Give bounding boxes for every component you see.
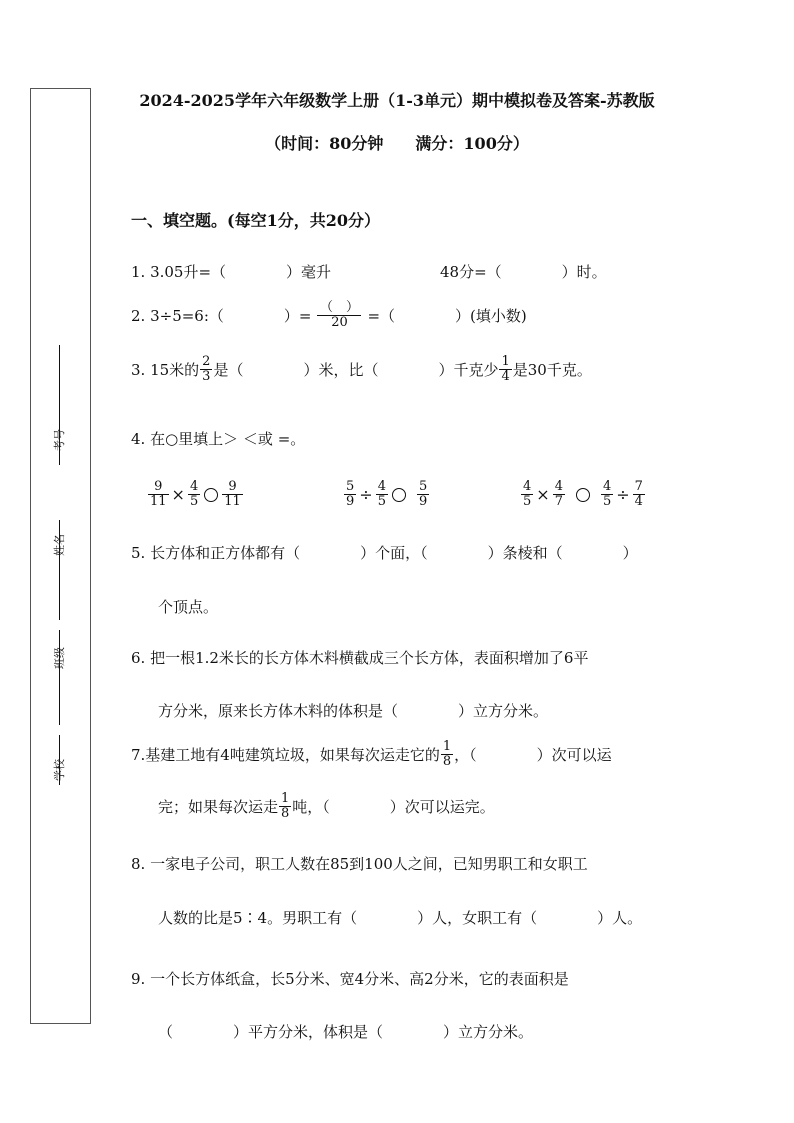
fraction bbox=[200, 355, 212, 384]
name-label: 姓名 bbox=[53, 534, 66, 556]
fraction-denominator: 4 bbox=[501, 369, 510, 384]
operator: × bbox=[536, 485, 550, 504]
operator: × bbox=[171, 485, 185, 504]
fraction-denominator: 4 bbox=[634, 494, 643, 509]
question-5-line-1: 5. 长方体和正方体都有（ ）个面，（ ）条棱和（ ） bbox=[131, 544, 638, 562]
page-title: 2024-2025学年六年级数学上册（1-3单元）期中模拟卷及答案-苏教版 bbox=[139, 91, 655, 110]
fraction-denominator: 9 bbox=[346, 494, 355, 509]
fraction bbox=[344, 480, 356, 509]
fraction-denominator: 20 bbox=[331, 315, 348, 330]
question-1-part-b: 48分=（ ）时。 bbox=[440, 263, 607, 281]
fraction bbox=[441, 740, 453, 769]
question-7-part-a: 7.基建工地有4吨建筑垃圾，如果每次运走它的 bbox=[131, 746, 440, 764]
fraction-numerator: 4 bbox=[554, 479, 563, 494]
fraction-numerator: 1 bbox=[442, 739, 452, 754]
fraction-numerator: 5 bbox=[418, 479, 428, 494]
fraction-numerator: 1 bbox=[281, 791, 290, 806]
fraction-denominator: 8 bbox=[281, 806, 290, 821]
question-9-line-2: （ ）平方分米，体积是（ ）立方分米。 bbox=[158, 1023, 534, 1041]
question-1-part-a: 1. 3.05升=（ ）毫升 bbox=[131, 263, 332, 281]
fraction-denominator: 11 bbox=[224, 494, 241, 509]
question-2-fraction bbox=[317, 301, 361, 330]
question-9-line-1: 9. 一个长方体纸盒，长5分米、宽4分米、高2分米，它的表面积是 bbox=[131, 970, 569, 988]
fraction bbox=[417, 480, 429, 509]
question-3-part-c: 是30千克。 bbox=[512, 361, 592, 379]
class-label: 班级 bbox=[53, 647, 66, 669]
fraction-denominator: 3 bbox=[202, 369, 211, 384]
fraction bbox=[499, 355, 511, 384]
question-6-line-1: 6. 把一根1.2米长的长方体木料横截成三个长方体，表面积增加了6平 bbox=[131, 649, 589, 667]
question-2-part-b: =（ ）(填小数) bbox=[367, 307, 527, 325]
exam-number-label: 考号 bbox=[53, 429, 66, 451]
school-label: 学校 bbox=[53, 759, 66, 781]
fraction-numerator: 1 bbox=[501, 354, 510, 369]
fraction bbox=[553, 480, 565, 509]
question-7-line-1 bbox=[131, 740, 612, 769]
section-title: 一、填空题。(每空1分，共20分） bbox=[131, 211, 380, 230]
fraction-numerator: 4 bbox=[189, 479, 199, 494]
fraction-numerator: 2 bbox=[202, 354, 211, 369]
compare-circle[interactable] bbox=[392, 488, 406, 502]
fraction bbox=[521, 480, 533, 509]
fraction bbox=[601, 480, 613, 509]
question-3-part-b: 是（ ）米，比（ ）千克少 bbox=[213, 361, 499, 379]
fraction bbox=[279, 792, 291, 821]
fraction-numerator: 4 bbox=[602, 479, 612, 494]
question-4: 4. 在○里填上＞ ＜或 =。 bbox=[131, 430, 306, 448]
page-subtitle: （时间：80分钟 满分：100分） bbox=[265, 134, 529, 153]
question-3-part-a: 3. 15米的 bbox=[131, 361, 200, 379]
fraction-denominator: 5 bbox=[189, 494, 199, 509]
question-7-part-d: 吨，（ ）次可以运完。 bbox=[292, 798, 495, 816]
compare-expression-1 bbox=[147, 480, 244, 509]
operator: ÷ bbox=[616, 485, 630, 504]
question-7-part-b: ，（ ）次可以运 bbox=[454, 746, 612, 764]
question-2 bbox=[131, 301, 527, 330]
question-8-line-2: 人数的比是5∶4。男职工有（ ）人，女职工有（ ）人。 bbox=[158, 909, 643, 927]
fraction-denominator: 8 bbox=[442, 754, 452, 769]
fraction-denominator: 5 bbox=[523, 494, 532, 509]
fraction bbox=[148, 480, 169, 509]
fraction-numerator: 5 bbox=[346, 479, 355, 494]
fraction-numerator: 9 bbox=[148, 480, 169, 495]
fraction-denominator: 7 bbox=[554, 494, 563, 509]
compare-expression-3 bbox=[520, 480, 646, 509]
fraction-denominator: 5 bbox=[602, 494, 612, 509]
fraction bbox=[188, 480, 200, 509]
fraction-denominator: 9 bbox=[418, 494, 428, 509]
question-5-line-2: 个顶点。 bbox=[158, 598, 219, 616]
fraction bbox=[633, 480, 645, 509]
compare-expression-2 bbox=[343, 480, 430, 509]
fraction bbox=[222, 480, 243, 509]
question-7-part-c: 完；如果每次运走 bbox=[158, 798, 279, 816]
fraction-numerator: 4 bbox=[523, 479, 532, 494]
question-8-line-1: 8. 一家电子公司，职工人数在85到100人之间，已知男职工和女职工 bbox=[131, 855, 588, 873]
fraction bbox=[376, 480, 388, 509]
question-6-line-2: 方分米，原来长方体木料的体积是（ ）立方分米。 bbox=[158, 702, 549, 720]
fraction-numerator: 9 bbox=[222, 480, 243, 495]
question-2-part-a: 2. 3÷5=6:（ ）= bbox=[131, 307, 312, 325]
compare-circle[interactable] bbox=[204, 488, 218, 502]
compare-circle[interactable] bbox=[576, 488, 590, 502]
question-3 bbox=[131, 355, 592, 384]
operator: ÷ bbox=[359, 485, 373, 504]
question-7-line-2 bbox=[158, 792, 495, 821]
fraction-denominator: 5 bbox=[377, 494, 386, 509]
fraction-numerator: 7 bbox=[634, 479, 643, 494]
fraction-numerator: （ ） bbox=[317, 301, 361, 316]
fraction-numerator: 4 bbox=[377, 479, 386, 494]
fraction-denominator: 11 bbox=[150, 494, 167, 509]
